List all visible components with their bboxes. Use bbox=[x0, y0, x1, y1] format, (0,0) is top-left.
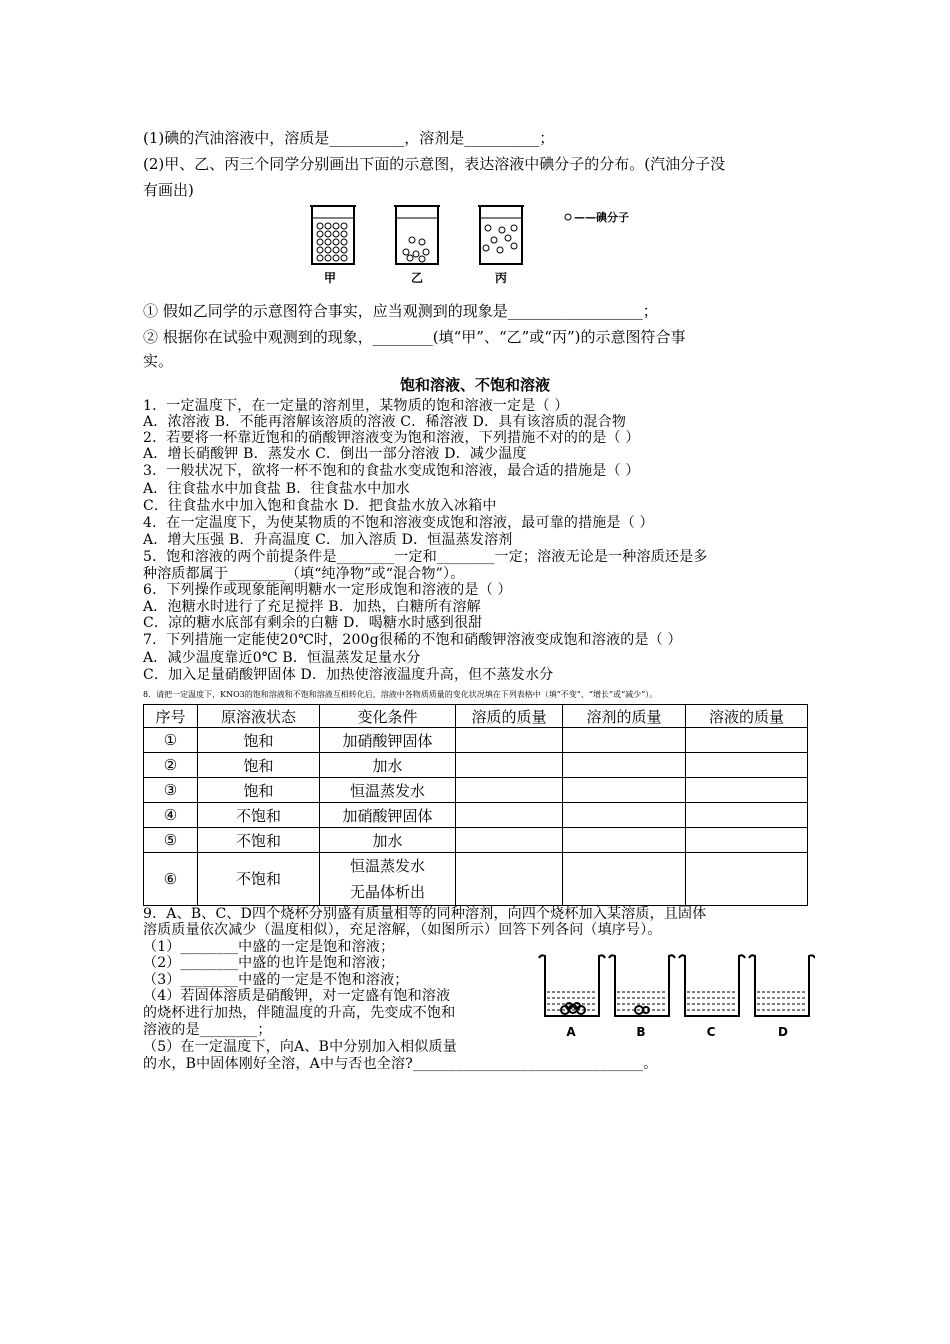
question-9-part4-line1: （4）若固体溶质是硝酸钾，对一定盛有饱和溶液 bbox=[143, 988, 451, 1004]
iodine-sub-question-2-line2: 实。 bbox=[143, 352, 174, 370]
question-9-part4-line3: 溶液的是________； bbox=[143, 1022, 272, 1038]
beaker-label-b: B bbox=[636, 1025, 646, 1039]
row-number: ⑥ bbox=[144, 853, 198, 906]
row-number: ① bbox=[144, 728, 198, 753]
header-number: 序号 bbox=[144, 705, 198, 728]
header-solution-mass: 溶液的质量 bbox=[686, 705, 808, 728]
header-solvent-mass: 溶剂的质量 bbox=[563, 705, 686, 728]
row-condition-line2: 无晶体析出 bbox=[349, 883, 425, 901]
row-state: 不饱和 bbox=[198, 853, 320, 906]
row-number: ③ bbox=[144, 778, 198, 803]
section-title: 饱和溶液、不饱和溶液 bbox=[399, 376, 550, 394]
table-row bbox=[144, 728, 808, 753]
row-state: 饱和 bbox=[198, 778, 320, 803]
answer-cell[interactable] bbox=[686, 828, 808, 853]
beaker-label-d: D bbox=[778, 1025, 788, 1039]
question-9-part3: （3）________中盛的一定是不饱和溶液； bbox=[143, 972, 409, 988]
row-condition: 恒温蒸发水 bbox=[320, 778, 456, 803]
answer-cell[interactable] bbox=[456, 753, 563, 778]
row-number: ⑤ bbox=[144, 828, 198, 853]
beaker-jia bbox=[310, 206, 356, 264]
answer-cell[interactable] bbox=[456, 803, 563, 828]
question-9-line2: 溶质质量依次减少（温度相似），充足溶解，（如图所示）回答下列各问（填序号）。 bbox=[143, 922, 662, 938]
undissolved-solid-a bbox=[561, 1003, 585, 1014]
answer-cell[interactable] bbox=[456, 728, 563, 753]
answer-cell[interactable] bbox=[563, 803, 686, 828]
row-condition bbox=[320, 853, 456, 906]
answer-cell[interactable] bbox=[563, 778, 686, 803]
iodine-question-2-line2: 有画出) bbox=[143, 181, 194, 199]
row-condition: 加硝酸钾固体 bbox=[320, 803, 456, 828]
answer-cell[interactable] bbox=[563, 828, 686, 853]
row-condition: 加水 bbox=[320, 753, 456, 778]
table-row bbox=[144, 853, 808, 906]
question-line: A．浓溶液 B．不能再溶解该溶质的溶液 C．稀溶液 D．具有该溶质的混合物 bbox=[143, 414, 627, 430]
question-line: 3．一般状况下，欲将一杯不饱和的食盐水变成饱和溶液，最合适的措施是（ ） bbox=[143, 463, 640, 479]
row-state: 饱和 bbox=[198, 728, 320, 753]
iodine-question-1: (1)碘的汽油溶液中，溶质是__________，溶剂是__________； bbox=[143, 129, 555, 147]
answer-cell[interactable] bbox=[456, 828, 563, 853]
beaker-label-yi: 乙 bbox=[410, 271, 424, 285]
beaker-label-bing: 丙 bbox=[494, 271, 508, 285]
table-row bbox=[144, 753, 808, 778]
answer-cell[interactable] bbox=[456, 853, 563, 906]
beaker-label-c: C bbox=[706, 1025, 716, 1039]
molecule-legend-icon bbox=[565, 214, 571, 220]
table-row bbox=[144, 803, 808, 828]
answer-cell[interactable] bbox=[686, 728, 808, 753]
table-header-row bbox=[144, 705, 808, 728]
question-line: C．凉的糖水底部有剩余的白糖 D．喝糖水时感到很甜 bbox=[143, 615, 483, 631]
answer-cell[interactable] bbox=[686, 778, 808, 803]
header-solute-mass: 溶质的质量 bbox=[456, 705, 563, 728]
table-row bbox=[144, 828, 808, 853]
row-state: 不饱和 bbox=[198, 803, 320, 828]
question-line: A．增大压强 B．升高温度 C．加入溶质 D．恒温蒸发溶剂 bbox=[143, 532, 513, 548]
question-line: 6．下列操作或现象能阐明糖水一定形成饱和溶液的是（ ） bbox=[143, 582, 512, 598]
answer-cell[interactable] bbox=[456, 778, 563, 803]
question-line: A．增长硝酸钾 B．蒸发水 C．倒出一部分溶液 D．减少温度 bbox=[143, 446, 527, 462]
answer-cell[interactable] bbox=[563, 753, 686, 778]
header-condition: 变化条件 bbox=[320, 705, 456, 728]
answer-cell[interactable] bbox=[686, 753, 808, 778]
question-9-part5-line1: （5）在一定温度下，向A、B中分别加入相似质量 bbox=[143, 1039, 457, 1055]
question-line: A．泡糖水时进行了充足搅拌 B．加热，白糖所有溶解 bbox=[143, 599, 481, 615]
question-9-part4-line2: 的烧杯进行加热，伴随温度的升高，先变成不饱和 bbox=[143, 1005, 456, 1021]
mass-change-table bbox=[143, 704, 808, 906]
row-state: 饱和 bbox=[198, 753, 320, 778]
iodine-sub-question-1: ① 假如乙同学的示意图符合事实，应当观测到的现象是__________________； bbox=[143, 302, 658, 320]
row-condition: 加水 bbox=[320, 828, 456, 853]
row-number: ④ bbox=[144, 803, 198, 828]
question-9-part1: （1）________中盛的一定是饱和溶液； bbox=[143, 939, 395, 955]
question-9-part5-line2: 的水，B中固体刚好全溶，A中与否也全溶?________________________________。 bbox=[143, 1056, 658, 1072]
question-line: 2．若要将一杯靠近饱和的硝酸钾溶液变为饱和溶液，下列措施不对的的是（ ） bbox=[143, 430, 640, 446]
iodine-question-2-line1: (2)甲、乙、丙三个同学分别画出下面的示意图，表达溶液中碘分子的分布。(汽油分子没 bbox=[143, 155, 726, 173]
row-condition: 加硝酸钾固体 bbox=[320, 728, 456, 753]
question-line: 1．一定温度下，在一定量的溶剂里，某物质的饱和溶液一定是（ ） bbox=[143, 398, 569, 414]
question-line: A．往食盐水中加食盐 B．往食盐水中加水 bbox=[143, 481, 410, 497]
table-row bbox=[144, 778, 808, 803]
molecule-legend-label: ——碘分子 bbox=[574, 211, 629, 224]
row-state: 不饱和 bbox=[198, 828, 320, 853]
question-line: 5．饱和溶液的两个前提条件是________一定和________一定；溶液无论是一种溶质还是多 bbox=[143, 549, 708, 565]
beaker-yi bbox=[394, 206, 440, 264]
question-line: 种溶质都属于________（填“纯净物”或“混合物”）。 bbox=[143, 566, 465, 582]
question-9-line1: 9．A、B、C、D四个烧杯分别盛有质量相等的同种溶剂，向四个烧杯加入某溶质，且固体 bbox=[143, 906, 707, 922]
row-number: ② bbox=[144, 753, 198, 778]
question-line: A．减少温度靠近0℃ B．恒温蒸发足量水分 bbox=[143, 650, 421, 666]
solute-beakers-figure bbox=[533, 952, 815, 1042]
iodine-beakers-figure bbox=[300, 200, 680, 290]
iodine-sub-question-2-line1: ② 根据你在试验中观测到的现象，________(填“甲”、“乙”或“丙”)的示意图符合事 bbox=[143, 328, 686, 346]
question-line: C．往食盐水中加入饱和食盐水 D．把食盐水放入冰箱中 bbox=[143, 498, 497, 514]
question-line: C．加入足量硝酸钾固体 D．加热使溶液温度升高，但不蒸发水分 bbox=[143, 667, 554, 683]
row-condition-line1: 恒温蒸发水 bbox=[349, 857, 425, 875]
question-9-part2: （2）________中盛的也许是饱和溶液； bbox=[143, 955, 395, 971]
beaker-label-jia: 甲 bbox=[323, 271, 337, 285]
beaker-label-a: A bbox=[566, 1025, 576, 1039]
question-line: 4．在一定温度下，为使某物质的不饱和溶液变成饱和溶液，最可靠的措施是（ ） bbox=[143, 515, 654, 531]
answer-cell[interactable] bbox=[563, 853, 686, 906]
answer-cell[interactable] bbox=[686, 803, 808, 828]
answer-cell[interactable] bbox=[563, 728, 686, 753]
question-8-intro: 8．请把一定温度下，KNO3的饱和溶液和不饱和溶液互相转化后，溶液中各物质质量的变化状况填在下列表格中（填“不变”、“增长”或“减少”）。 bbox=[143, 690, 658, 699]
question-line: 7．下列措施一定能使20℃时，200g很稀的不饱和硝酸钾溶液变成饱和溶液的是（ ） bbox=[143, 632, 682, 648]
beaker-bing bbox=[478, 206, 524, 264]
header-original-state: 原溶液状态 bbox=[198, 705, 320, 728]
answer-cell[interactable] bbox=[686, 853, 808, 906]
